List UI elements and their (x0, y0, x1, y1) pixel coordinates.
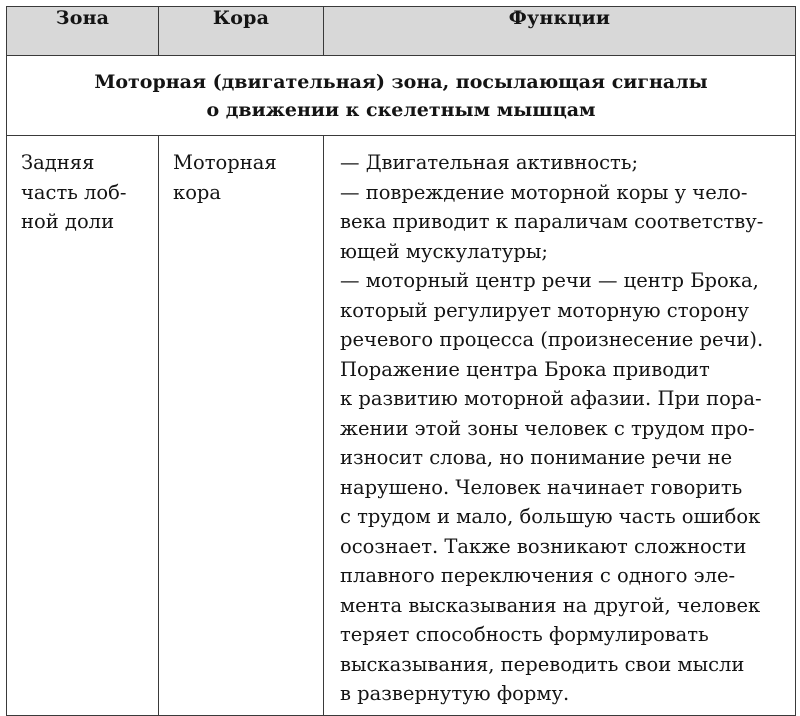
cortex-cell (159, 136, 324, 716)
zone-line: ной доли (21, 210, 115, 233)
cortex-line: Моторная (173, 151, 277, 174)
function-line: нарушено. Человек начинает говорить (340, 475, 743, 499)
table-row (7, 136, 796, 716)
header-functions: Функции (324, 7, 796, 56)
function-line: осознает. Также возникают сложности (340, 534, 747, 558)
cortex-line: кора (173, 180, 222, 204)
header-zone: Зона (7, 7, 159, 56)
function-line: с трудом и мало, большую часть ошибок (340, 505, 761, 528)
function-line: к развитию моторной афазии. При пора- (340, 387, 762, 410)
section-title-line: Моторная (двигательная) зона, посылающая сигналы (94, 71, 708, 93)
zone-line: часть лоб- (21, 180, 127, 204)
function-line: мента высказывания на другой, человек (340, 593, 761, 617)
function-line: века приводит к параличам соответству- (340, 210, 764, 233)
section-title-line: о движении к скелетным мышцам (206, 99, 596, 121)
function-line: — Двигательная активность; (340, 151, 639, 174)
function-line: в развернутую форму. (340, 682, 570, 705)
functions-cell (324, 136, 796, 716)
section-row (7, 56, 796, 136)
function-line: который регулирует моторную сторону (340, 298, 749, 322)
function-line: — моторный центр речи — центр Брока, (340, 269, 759, 292)
zone-cell (7, 136, 159, 716)
function-line: теряет способность формулировать (340, 623, 709, 646)
function-line: Поражение центра Брока приводит (340, 357, 710, 381)
header-row (7, 7, 796, 56)
function-line: речевого процесса (произнесение речи). (340, 328, 764, 351)
brain-zones-table (6, 6, 796, 716)
function-line: — повреждение моторной коры у чело- (340, 180, 748, 204)
zone-line: Задняя (21, 151, 95, 174)
header-cortex: Кора (159, 7, 324, 56)
function-line: высказывания, переводить свои мысли (340, 652, 745, 676)
function-line: плавного переключения с одного эле- (340, 564, 736, 587)
function-line: износит слова, но понимание речи не (340, 446, 733, 469)
section-title (7, 56, 796, 136)
function-line: ющей мускулатуры; (340, 239, 548, 263)
function-line: жении этой зоны человек с трудом про- (340, 416, 755, 440)
